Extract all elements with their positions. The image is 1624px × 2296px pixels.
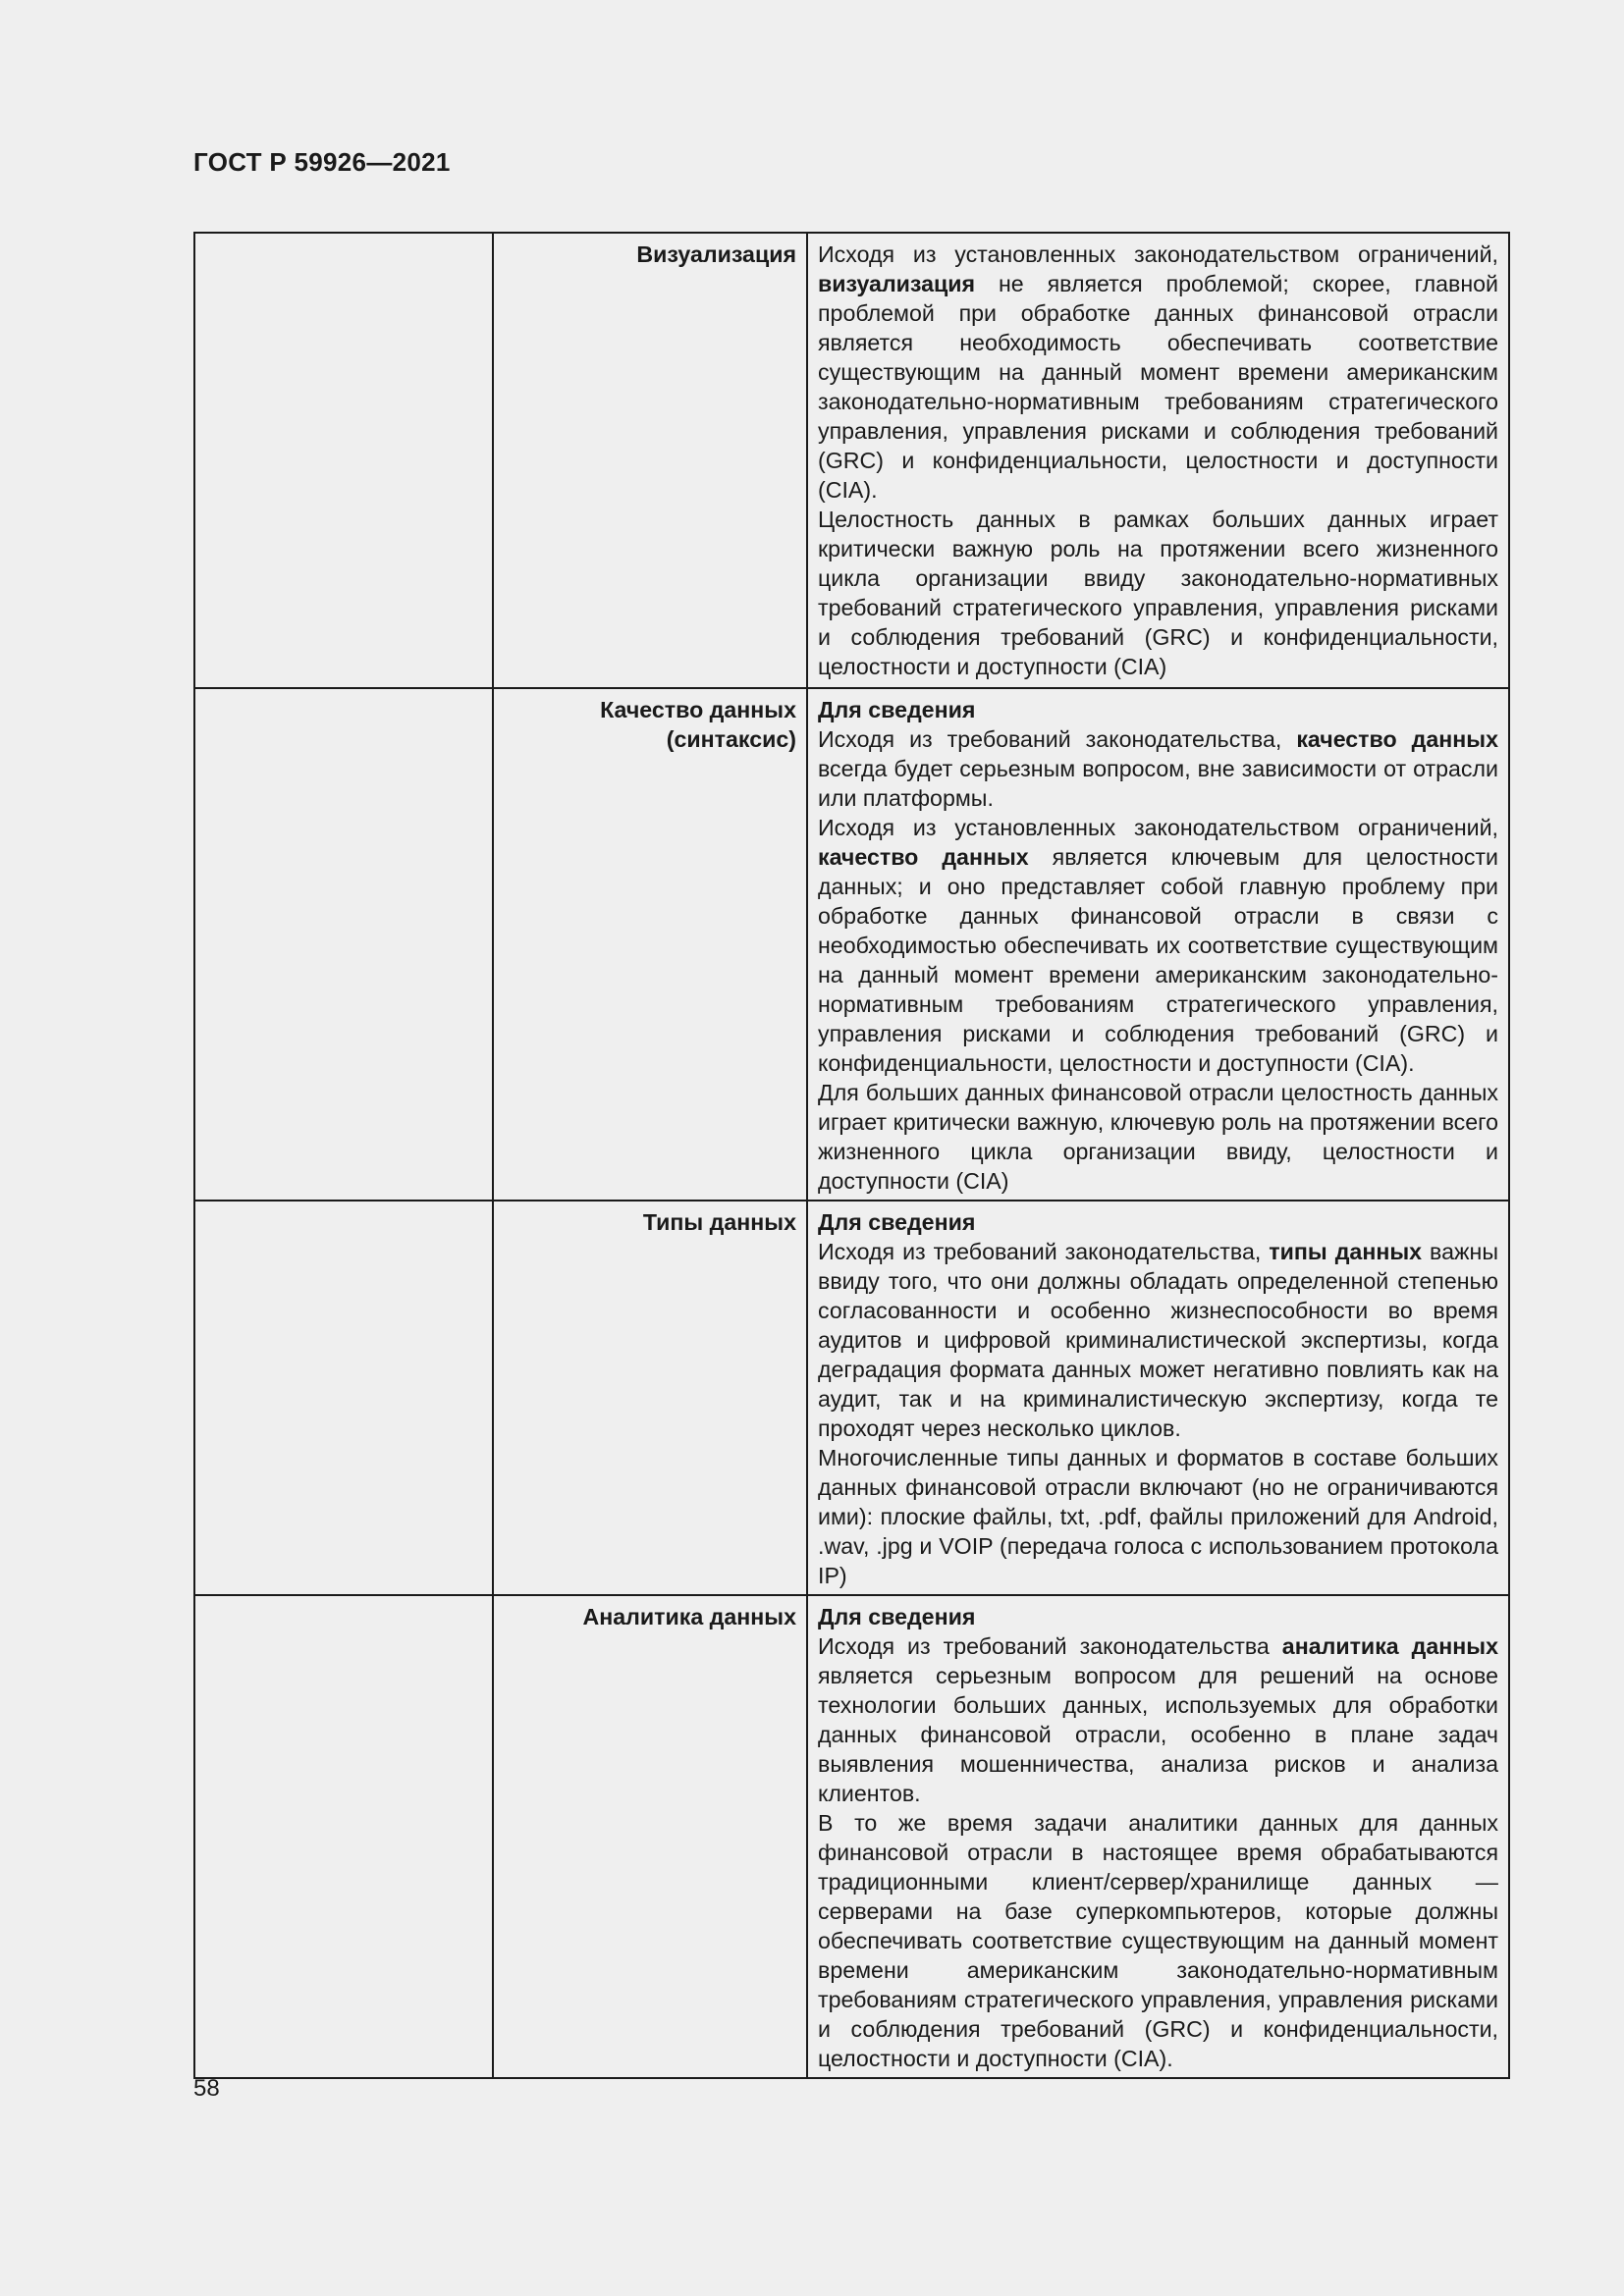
requirements-table: [193, 232, 1510, 2079]
description-cell: [807, 1595, 1509, 2078]
note-heading: Для сведения: [818, 1604, 976, 1629]
table-row: [194, 1595, 1509, 2078]
text-run: не является проблемой; скорее, главной проблемой при обработке данных финансовой отрасли является необходимость обеспечивать соответствие существующим на данный момент времени американским законодательно-нормативным требованиям стратегического управления, управления рисками и соблюдения требований (GRC) и конфиденциальности, целостности и доступности (CIA).: [818, 271, 1498, 503]
description-paragraph: [818, 1237, 1498, 1443]
term-cell: Качество данных (синтаксис): [493, 688, 807, 1201]
bold-term: аналитика данных: [1281, 1633, 1498, 1659]
bold-term: качество данных: [1296, 726, 1498, 752]
text-run: Для больших данных финансовой отрасли целостность данных играет критически важную, ключевую роль на протяжении всего жизненного цикла организации ввиду, целостности и доступности (CIA): [818, 1080, 1498, 1194]
bold-term: типы данных: [1269, 1239, 1423, 1264]
description-paragraph: [818, 1808, 1498, 2073]
text-run: Исходя из требований законодательства,: [818, 726, 1297, 752]
empty-cell: [194, 1595, 493, 2078]
table-row: [194, 688, 1509, 1201]
text-run: является серьезным вопросом для решений на основе технологии больших данных, используемых для обработки данных финансовой отрасли, особенно в плане задач выявления мошенничества, анализа рисков и анализа клиентов.: [818, 1663, 1498, 1806]
empty-cell: [194, 233, 493, 688]
table-row: [194, 233, 1509, 688]
page-number: 58: [193, 2075, 220, 2102]
term-cell: Визуализация: [493, 233, 807, 688]
text-run: В то же время задачи аналитики данных для данных финансовой отрасли в настоящее время обрабатываются традиционными клиент/сервер/хранилище данных — серверами на базе суперкомпьютеров, которые должны обеспечивать соответствие существующим на данный момент времени американским законодательно-нормативным требованиям стратегического управления, управления рисками и соблюдения требований (GRC) и конфиденциальности, целостности и доступности (CIA).: [818, 1810, 1498, 2071]
description-paragraph: [818, 240, 1498, 505]
note-heading: Для сведения: [818, 697, 976, 722]
text-run: Исходя из установленных законодательством ограничений,: [818, 241, 1498, 267]
bold-term: визуализация: [818, 271, 976, 296]
text-run: важны ввиду того, что они должны обладать определенной степенью согласованности и особенно жизнеспособности во время аудитов и цифровой криминалистической экспертизы, когда деградация формата данных может негативно повлиять как на аудит, так и на криминалистическую экспертизу, когда те проходят через несколько циклов.: [818, 1239, 1498, 1441]
description-paragraph: [818, 1631, 1498, 1808]
table-row: [194, 1201, 1509, 1595]
text-run: Многочисленные типы данных и форматов в составе больших данных финансовой отрасли включают (но не ограничиваются ими): плоские файлы, txt, .pdf, файлы приложений для Android, .wav, .jpg и VOIP (передача голоса с использованием протокола IP): [818, 1445, 1498, 1588]
term-cell: Типы данных: [493, 1201, 807, 1595]
text-run: Целостность данных в рамках больших данных играет критически важную роль на протяжении всего жизненного цикла организации ввиду законодательно-нормативных требований стратегического управления, управления рисками и соблюдения требований (GRC) и конфиденциальности, целостности и доступности (CIA): [818, 507, 1498, 679]
empty-cell: [194, 688, 493, 1201]
text-run: всегда будет серьезным вопросом, вне зависимости от отрасли или платформы.: [818, 756, 1498, 811]
description-paragraph: [818, 1078, 1498, 1196]
description-paragraph: [818, 813, 1498, 1078]
document-standard-id: ГОСТ Р 59926—2021: [193, 147, 451, 177]
bold-term: качество данных: [818, 844, 1029, 870]
empty-cell: [194, 1201, 493, 1595]
note-heading: Для сведения: [818, 1209, 976, 1235]
text-run: Исходя из требований законодательства,: [818, 1239, 1270, 1264]
description-cell: [807, 233, 1509, 688]
description-cell: [807, 688, 1509, 1201]
text-run: Исходя из установленных законодательством ограничений,: [818, 815, 1498, 840]
description-cell: [807, 1201, 1509, 1595]
text-run: Исходя из требований законодательства: [818, 1633, 1282, 1659]
description-paragraph: [818, 505, 1498, 681]
term-cell: Аналитика данных: [493, 1595, 807, 2078]
description-paragraph: [818, 724, 1498, 813]
text-run: является ключевым для целостности данных; и оно представляет собой главную проблему при обработке данных финансовой отрасли в связи с необходимостью обеспечивать их соответствие существующим на данный момент времени американским законодательно-нормативным требованиям стратегического управления, управления рисками и соблюдения требований (GRC) и конфиденциальности, целостности и доступности (CIA).: [818, 844, 1498, 1076]
description-paragraph: [818, 1443, 1498, 1590]
